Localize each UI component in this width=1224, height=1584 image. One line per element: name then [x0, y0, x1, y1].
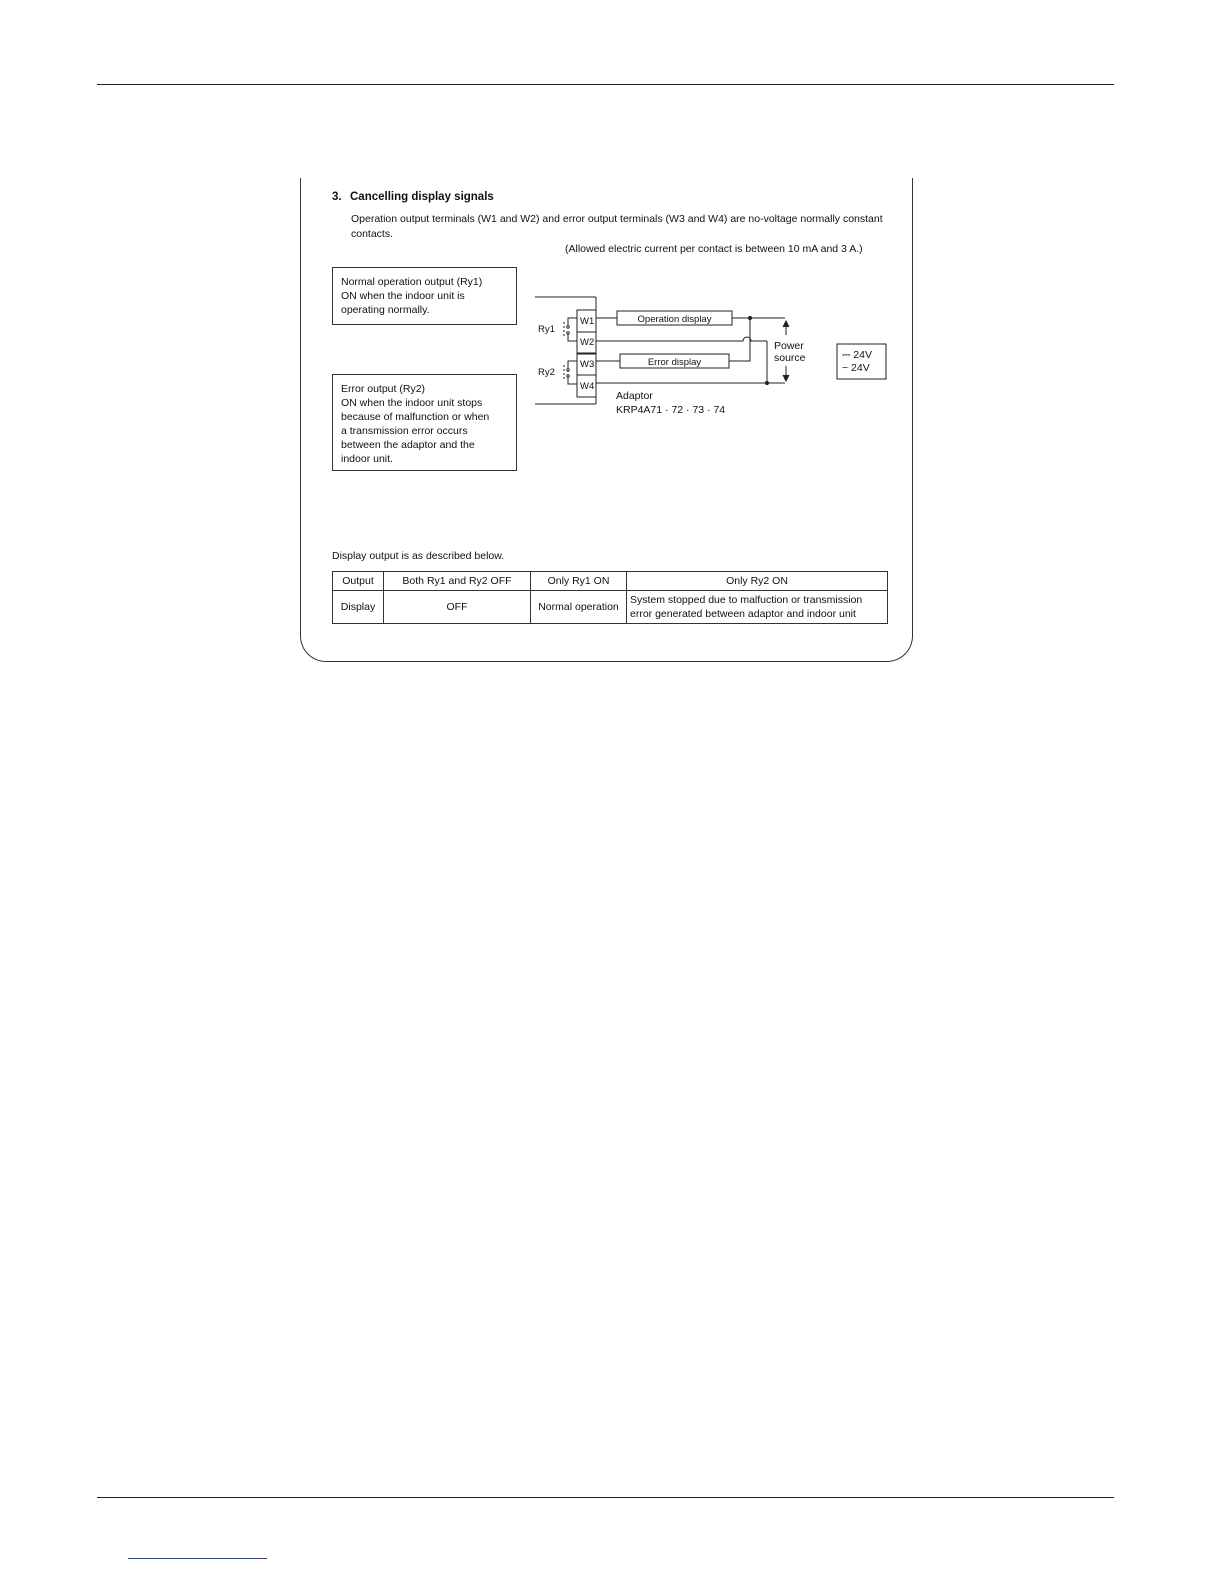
section-paragraph: Operation output terminals (W1 and W2) and error output terminals (W3 and W4) are no-voltage normally constant contacts.	[351, 213, 883, 240]
ry1-contact-wires	[568, 318, 577, 341]
power-arrow-head-up	[783, 321, 789, 327]
footer-link-underline[interactable]	[128, 1558, 267, 1559]
power-source-label-2: source	[774, 352, 806, 364]
display-output-table	[332, 571, 888, 624]
ry2-contact-wires	[568, 361, 577, 384]
ry2-line: ON when the indoor unit stops	[341, 397, 483, 409]
junction-dot	[765, 381, 768, 384]
table-cell: OFF	[384, 591, 531, 624]
section-number: 3.	[332, 191, 342, 203]
power-source-label-1: Power	[774, 340, 804, 352]
error-display-label: Error display	[647, 357, 702, 368]
voltage-dc-label: ⎓ 24V	[842, 349, 872, 361]
ry2-contact	[567, 375, 569, 377]
ry1-line: operating normally.	[341, 304, 430, 316]
w2-wire	[596, 337, 767, 341]
ry2-line: indoor unit.	[341, 453, 393, 465]
current-note: (Allowed electric current per contact is between 10 mA and 3 A.)	[565, 243, 863, 255]
table-cell: Display	[333, 591, 384, 624]
ry1-contact	[567, 332, 569, 334]
ry1-label: Ry1	[538, 324, 555, 335]
table-header-row	[333, 572, 888, 591]
ry1-line: Normal operation output (Ry1)	[341, 276, 483, 288]
voltage-ac-label: ~ 24V	[842, 362, 870, 374]
table-header-cell: Only Ry1 ON	[531, 572, 627, 591]
adaptor-models: KRP4A71 · 72 · 73 · 74	[616, 404, 726, 416]
bottom-rule	[97, 1497, 1114, 1498]
table-row	[333, 591, 888, 624]
ry1-line: ON when the indoor unit is	[341, 290, 465, 302]
ry1-contact	[567, 326, 569, 328]
ry2-line: between the adaptor and the	[341, 439, 475, 451]
table-caption: Display output is as described below.	[332, 550, 505, 562]
terminal-w1-label: W1	[580, 316, 595, 327]
ry2-line: a transmission error occurs	[341, 425, 468, 437]
ry2-contact	[567, 369, 569, 371]
table-header-cell: Both Ry1 and Ry2 OFF	[384, 572, 531, 591]
terminal-w2-label: W2	[580, 337, 595, 348]
terminal-w3-label: W3	[580, 359, 595, 370]
section-title: Cancelling display signals	[350, 191, 494, 203]
power-arrow-head-down	[783, 375, 789, 381]
ry2-line: Error output (Ry2)	[341, 383, 426, 395]
table-header-cell: Only Ry2 ON	[627, 572, 888, 591]
adaptor-label: Adaptor	[616, 390, 653, 402]
terminal-w4-label: W4	[580, 381, 595, 392]
ry2-label: Ry2	[538, 367, 555, 378]
table-header-cell: Output	[333, 572, 384, 591]
ry2-line: because of malfunction or when	[341, 411, 490, 423]
operation-display-label: Operation display	[637, 314, 712, 325]
table-cell: System stopped due to malfuction or transmission error generated between adaptor and indoor unit	[627, 591, 888, 624]
table-cell: Normal operation	[531, 591, 627, 624]
